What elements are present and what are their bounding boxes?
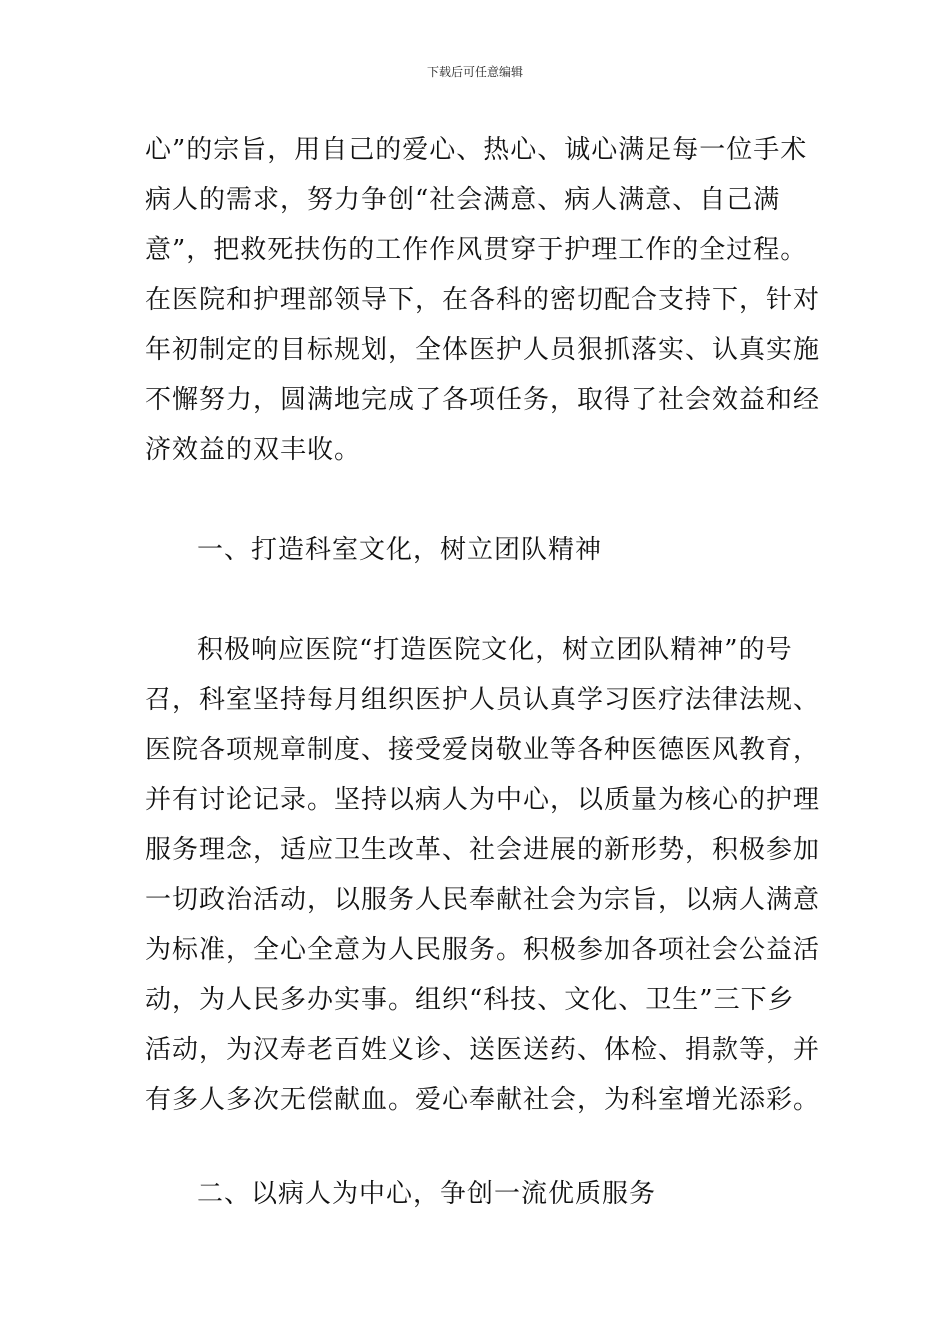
paragraph-line: 济效益的双丰收。 — [145, 435, 362, 465]
paragraph-line: 并有讨论记录。坚持以病人为中心，以质量为核心的护理 — [145, 785, 821, 815]
paragraph-line: 意”，把救死扶伤的工作作风贯穿于护理工作的全过程。 — [145, 235, 808, 265]
paragraph-line: 动，为人民多办实事。组织“科技、文化、卫生”三下乡 — [145, 985, 795, 1015]
paragraph-line: 心”的宗旨，用自己的爱心、热心、诚心满足每一位手术 — [145, 135, 808, 165]
paragraph-line: 为标准，全心全意为人民服务。积极参加各项社会公益活 — [145, 935, 821, 965]
paragraph-line: 活动，为汉寿老百姓义诊、送医送药、体检、捐款等，并 — [145, 1035, 821, 1065]
paragraph-line: 不懈努力，圆满地完成了各项任务，取得了社会效益和经 — [145, 385, 821, 415]
paragraph-line: 医院各项规章制度、接受爱岗敬业等各种医德医风教育， — [145, 735, 821, 765]
paragraph-line: 有多人多次无偿献血。爱心奉献社会，为科室增光添彩。 — [145, 1085, 821, 1115]
page-header: 下载后可任意编辑 — [426, 65, 523, 79]
paragraph-line: 在医院和护理部领导下，在各科的密切配合支持下，针对 — [145, 285, 821, 315]
paragraph-line: 病人的需求，努力争创“社会满意、病人满意、自己满 — [145, 185, 781, 215]
paragraph-line: 服务理念，适应卫生改革、社会进展的新形势，积极参加 — [145, 835, 821, 865]
paragraph-line: 召，科室坚持每月组织医护人员认真学习医疗法律法规、 — [145, 685, 821, 715]
section-heading-1: 一、打造科室文化，树立团队精神 — [197, 535, 603, 565]
paragraph-line: 年初制定的目标规划，全体医护人员狠抓落实、认真实施 — [145, 335, 821, 365]
paragraph-line: 一切政治活动，以服务人民奉献社会为宗旨，以病人满意 — [145, 885, 821, 915]
section-heading-2: 二、以病人为中心，争创一流优质服务 — [197, 1179, 657, 1209]
paragraph-line: 积极响应医院“打造医院文化，树立团队精神”的号 — [197, 635, 793, 665]
